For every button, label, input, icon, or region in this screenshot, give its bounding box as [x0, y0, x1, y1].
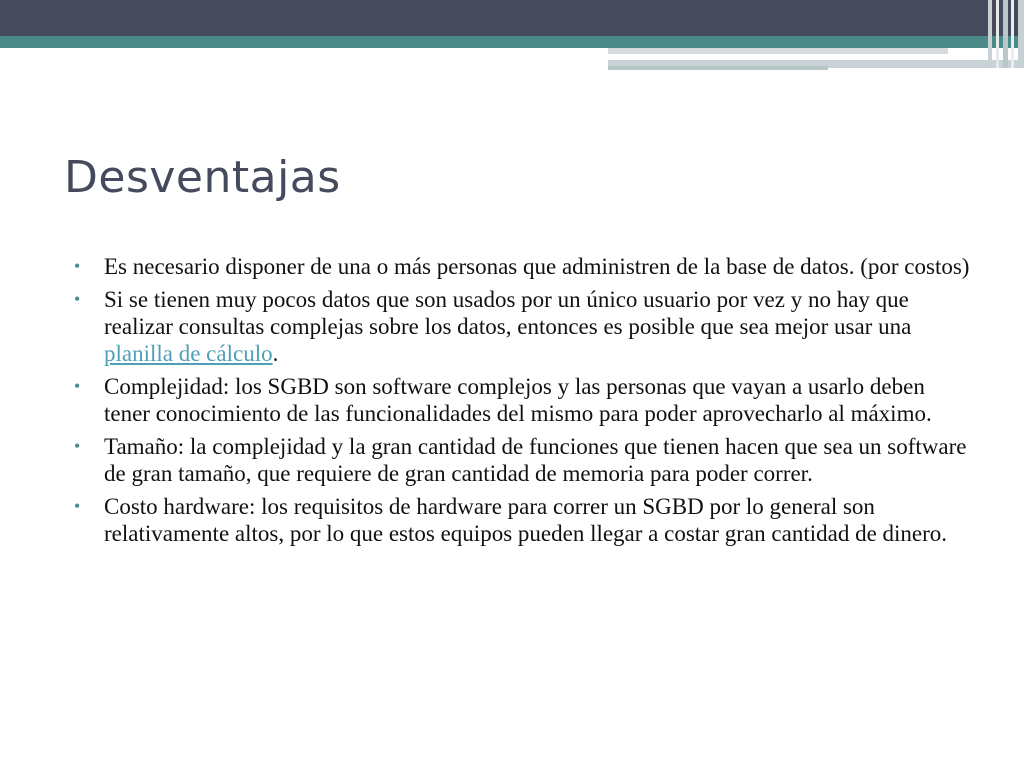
header-accent-line-bottom: [608, 66, 828, 70]
corner-stripe: [988, 0, 992, 68]
header-accent-line-top: [608, 48, 948, 54]
bullet-item: [74, 433, 974, 487]
spreadsheet-link[interactable]: planilla de cálculo: [104, 341, 273, 366]
bullet-text-end: .: [272, 341, 279, 366]
bullet-dot-icon: •: [74, 436, 81, 456]
corner-stripe: [1018, 0, 1024, 68]
corner-stripe: [996, 0, 999, 68]
bullet-item: [74, 286, 974, 367]
slide-title: Desventajas: [64, 152, 341, 203]
bullet-text: Es necesario disponer de una o más personas que administren de la base de datos. (por costos): [104, 254, 970, 279]
bullet-text: Tamaño: la complejidad y la gran cantidad de funciones que tienen hacen que sea un software de gran tamaño, que requiere de gran cantidad de memoria para poder correr.: [104, 434, 967, 486]
bullet-item: [74, 493, 974, 547]
bullet-text: Si se tienen muy pocos datos que son usados por un único usuario por vez y no hay que realizar consultas complejas sobre los datos, entonces es posible que sea mejor usar una: [104, 287, 912, 339]
header-dark-bar: [0, 0, 1024, 36]
bullet-dot-icon: •: [74, 496, 81, 516]
bullet-item: [74, 253, 974, 280]
bullet-item: [74, 373, 974, 427]
bullet-text: Complejidad: los SGBD son software complejos y las personas que vayan a usarlo deben tener conocimiento de las funcionalidades del mismo para poder aprovecharlo al máximo.: [104, 374, 932, 426]
bullet-list: [74, 253, 974, 553]
bullet-dot-icon: •: [74, 289, 81, 309]
bullet-dot-icon: •: [74, 376, 81, 396]
bullet-text: Costo hardware: los requisitos de hardware para correr un SGBD por lo general son relativamente altos, por lo que estos equipos pueden llegar a costar gran cantidad de dinero.: [104, 494, 948, 546]
corner-stripe: [1003, 0, 1008, 68]
bullet-dot-icon: •: [74, 256, 81, 276]
corner-stripes: [988, 0, 1024, 68]
corner-stripe: [1011, 0, 1014, 68]
header-teal-bar: [0, 36, 1024, 48]
